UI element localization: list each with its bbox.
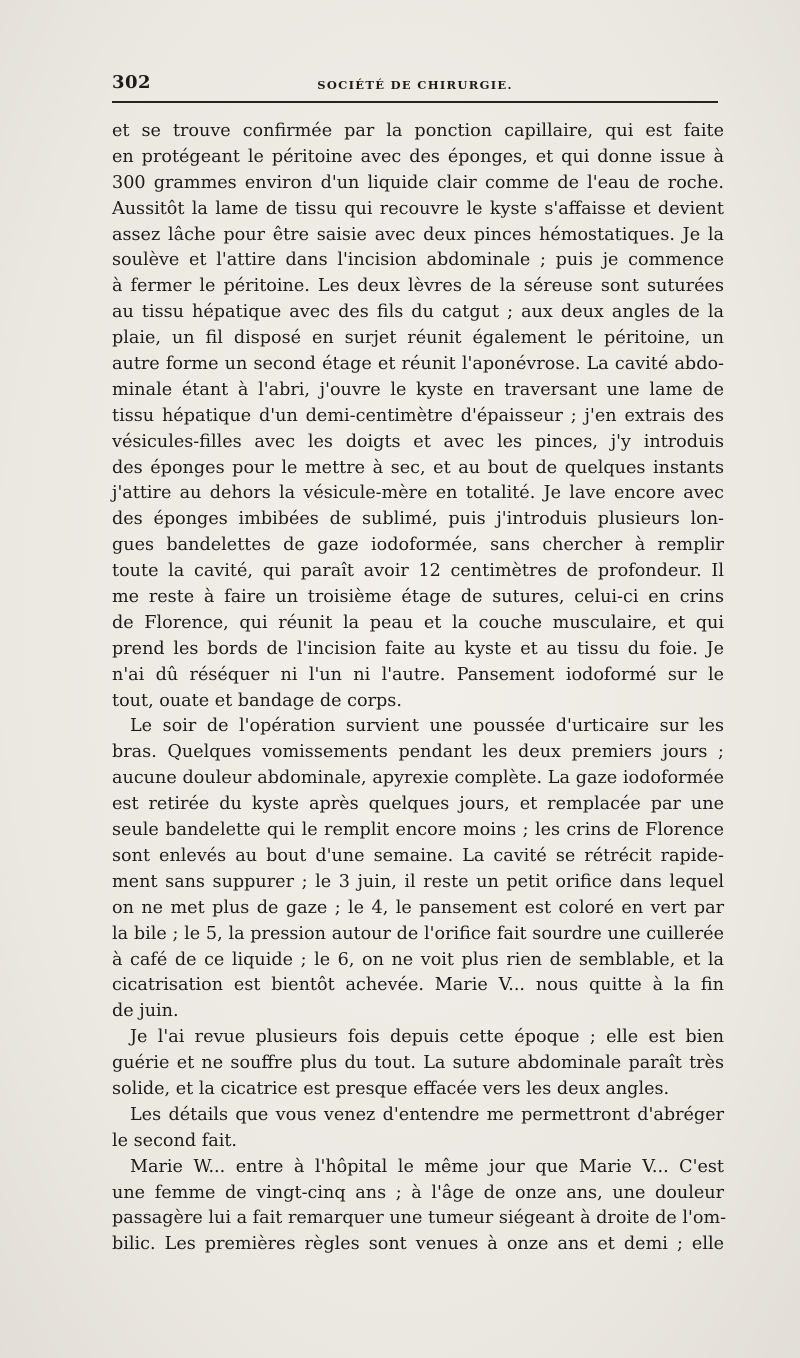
text-line: plaie, un fil disposé en surjet réunit également le péritoine, un: [112, 328, 724, 349]
text-line: autre forme un second étage et réunit l'aponévrose. La cavité abdo-: [112, 354, 724, 375]
page-number: 302: [112, 72, 152, 93]
text-line: bras. Quelques vomissements pendant les deux premiers jours ;: [112, 742, 724, 763]
text-line: Les détails que vous venez d'entendre me permettront d'abréger: [130, 1104, 724, 1125]
text-line: tissu hépatique d'un demi-centimètre d'épaisseur ; j'en extrais des: [112, 405, 724, 426]
text-line: Le soir de l'opération survient une poussée d'urticaire sur les: [130, 716, 724, 737]
text-line: n'ai dû réséquer ni l'un ni l'autre. Pansement iodoformé sur le: [112, 664, 724, 685]
text-line: seule bandelette qui le remplit encore moins ; les crins de Florence: [112, 820, 724, 841]
text-line: au tissu hépatique avec des fils du catgut ; aux deux angles de la: [112, 302, 724, 323]
text-line: de Florence, qui réunit la peau et la couche musculaire, et qui: [112, 612, 724, 633]
text-line: le second fait.: [112, 1130, 237, 1151]
text-line: des éponges imbibées de sublimé, puis j'introduis plusieurs lon-: [112, 509, 724, 530]
running-title: SOCIÉTÉ DE CHIRURGIE.: [317, 78, 513, 92]
text-line: passagère lui a fait remarquer une tumeur siégeant à droite de l'om-: [112, 1208, 727, 1229]
text-line: Je l'ai revue plusieurs fois depuis cette époque ; elle est bien: [130, 1027, 724, 1048]
text-line: à fermer le péritoine. Les deux lèvres de la séreuse sont suturées: [112, 276, 724, 297]
text-line: on ne met plus de gaze ; le 4, le pansement est coloré en vert par: [112, 897, 724, 918]
text-line: 300 grammes environ d'un liquide clair comme de l'eau de roche.: [112, 172, 724, 193]
text-line: aucune douleur abdominale, apyrexie complète. La gaze iodoformée: [112, 768, 724, 789]
header-rule: [112, 101, 718, 103]
text-line: en protégeant le péritoine avec des éponges, et qui donne issue à: [112, 146, 724, 167]
text-line: gues bandelettes de gaze iodoformée, sans chercher à remplir: [112, 535, 724, 556]
text-line: de juin.: [112, 1001, 179, 1022]
page-header: [112, 70, 718, 100]
text-line: assez lâche pour être saisie avec deux pinces hémostatiques. Je la: [112, 224, 724, 245]
text-line: me reste à faire un troisième étage de sutures, celui-ci en crins: [112, 587, 724, 608]
text-line: est retirée du kyste après quelques jours, et remplacée par une: [112, 794, 724, 815]
text-line: sont enlevés au bout d'une semaine. La cavité se rétrécit rapide-: [112, 845, 724, 866]
text-line: soulève et l'attire dans l'incision abdominale ; puis je commence: [112, 250, 724, 271]
text-line: la bile ; le 5, la pression autour de l'orifice fait sourdre une cuillerée: [112, 923, 724, 944]
text-line: bilic. Les premières règles sont venues à onze ans et demi ; elle: [112, 1234, 724, 1255]
text-line: prend les bords de l'incision faite au kyste et au tissu du foie. Je: [112, 638, 724, 659]
text-line: minale étant à l'abri, j'ouvre le kyste en traversant une lame de: [112, 379, 724, 400]
text-line: guérie et ne souffre plus du tout. La suture abdominale paraît très: [112, 1053, 724, 1074]
text-line: tout, ouate et bandage de corps.: [112, 690, 402, 711]
text-line: toute la cavité, qui paraît avoir 12 centimètres de profondeur. Il: [112, 561, 724, 582]
text-line: Aussitôt la lame de tissu qui recouvre le kyste s'affaisse et devient: [112, 198, 724, 219]
text-line: à café de ce liquide ; le 6, on ne voit plus rien de semblable, et la: [112, 949, 724, 970]
text-line: vésicules-filles avec les doigts et avec les pinces, j'y introduis: [112, 431, 724, 452]
text-line: et se trouve confirmée par la ponction capillaire, qui est faite: [112, 121, 724, 141]
text-line: ment sans suppurer ; le 3 juin, il reste un petit orifice dans lequel: [112, 871, 724, 892]
text-line: des éponges pour le mettre à sec, et au bout de quelques instants: [112, 457, 724, 478]
text-line: cicatrisation est bientôt achevée. Marie V... nous quitte à la fin: [112, 975, 724, 996]
body-text: [112, 119, 727, 1258]
text-line: solide, et la cicatrice est presque effacée vers les deux angles.: [112, 1078, 670, 1099]
text-line: Marie W... entre à l'hôpital le même jour que Marie V... C'est: [130, 1156, 724, 1177]
text-line: j'attire au dehors la vésicule-mère en totalité. Je lave encore avec: [112, 483, 724, 504]
text-line: une femme de vingt-cinq ans ; à l'âge de onze ans, une douleur: [112, 1182, 724, 1203]
